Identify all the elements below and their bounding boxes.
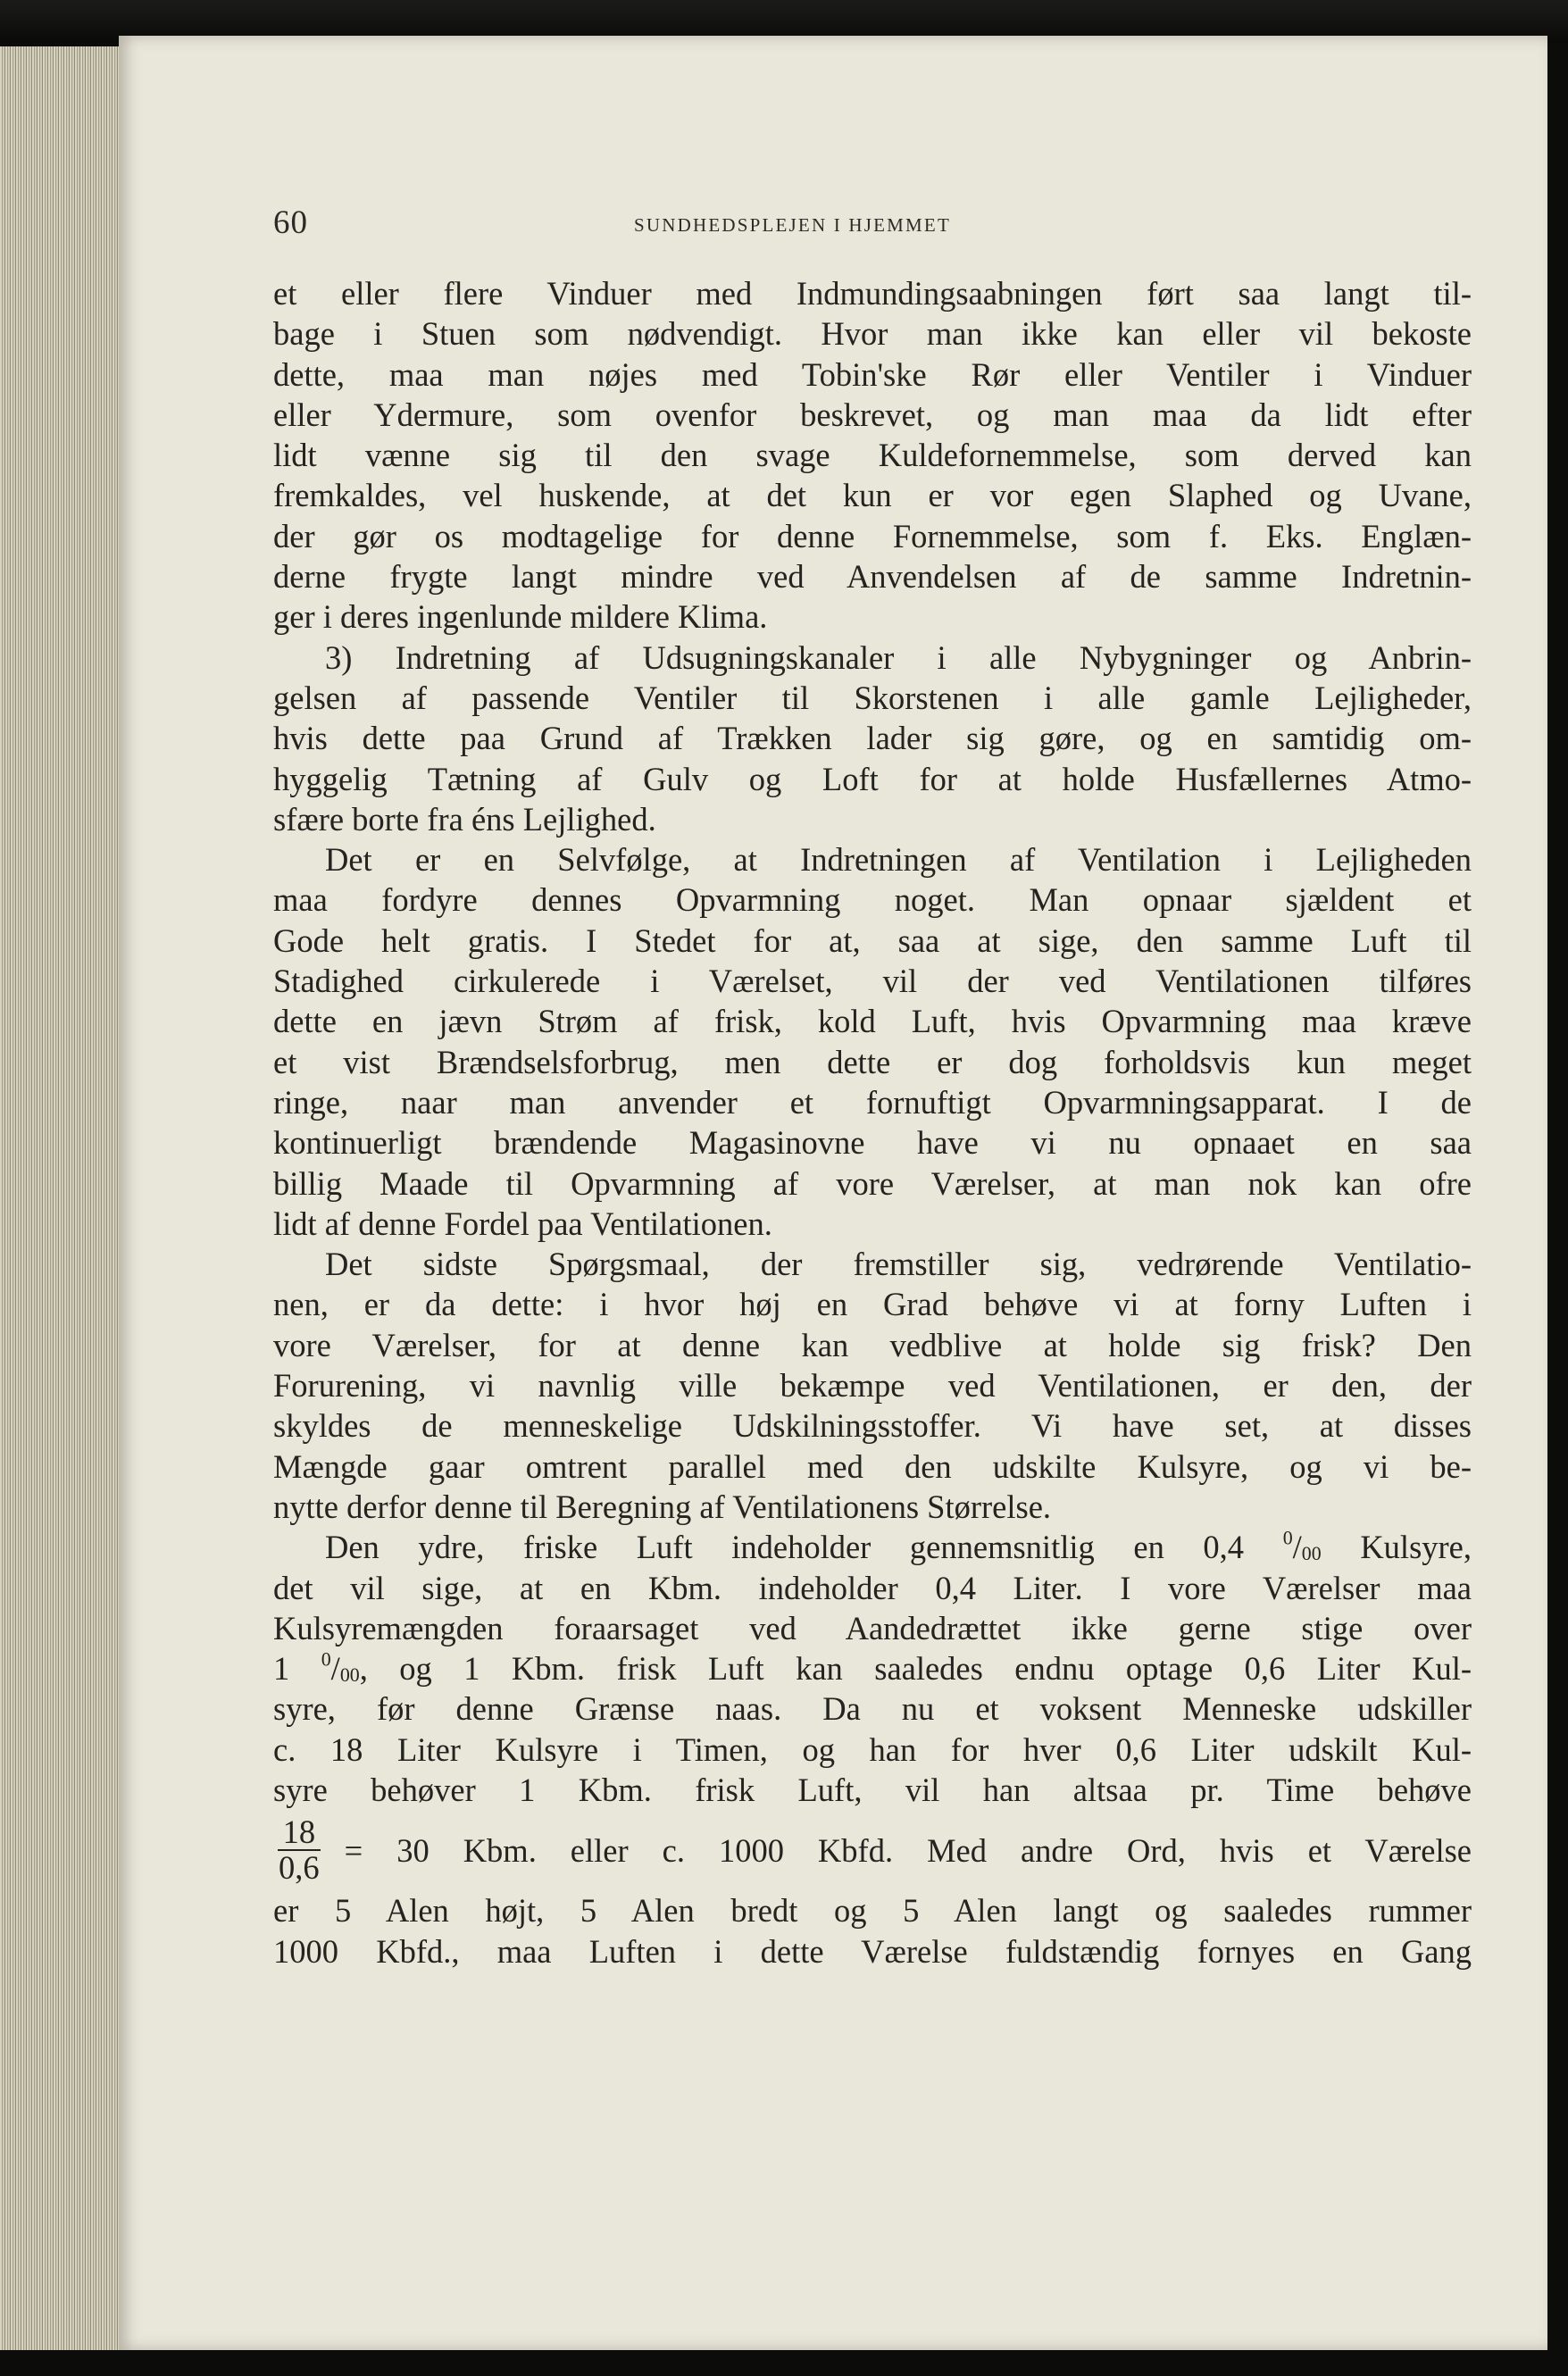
paragraph-4	[273, 1244, 1472, 1527]
text-line: skyldes de menneskelige Udskilningsstoffer. Vi have set, at disses	[273, 1407, 1472, 1445]
text-line: lidt vænne sig til den svage Kuldefornemmelse, som derved kan	[273, 437, 1472, 474]
text-segment: Kulsyre,	[1360, 1529, 1472, 1566]
text-line: syre behøver 1 Kbm. frisk Luft, vil han altsaa pr. Time behøve	[273, 1771, 1472, 1808]
text-line: lidt af denne Fordel paa Ventilationen.	[273, 1205, 772, 1242]
text-line: ringe, naar man anvender et fornuftigt Opvarmningsapparat. I de	[273, 1083, 1472, 1121]
text-line-permille: 1 $^0/_{00}$, og 1 Kbm. frisk Luft kan saaledes endnu optage 0,6 Liter Kul-	[273, 1647, 1472, 1688]
paragraph-3	[273, 839, 1472, 1244]
paragraph-2	[273, 638, 1472, 839]
text-line: nytte derfor denne til Beregning af Ventilationens Størrelse.	[273, 1488, 1052, 1525]
text-line: 1000 Kbfd., maa Luften i dette Værelse fuldstændig fornyes en Gang	[273, 1932, 1472, 1970]
text-line: eller Ydermure, som ovenfor beskrevet, og man maa da lidt efter	[273, 396, 1472, 433]
text-line: Kulsyremængden foraarsaget ved Aandedrættet ikke gerne stige over	[273, 1609, 1472, 1647]
text-line: er 5 Alen højt, 5 Alen bredt og 5 Alen langt og saaledes rummer	[273, 1892, 1472, 1930]
text-line: dette, maa man nøjes med Tobin'ske Rør eller Ventiler i Vinduer	[273, 355, 1472, 393]
text-line: fremkaldes, vel huskende, at det kun er vor egen Slaphed og Uvane,	[273, 477, 1472, 514]
text-line: det vil sige, at en Kbm. indeholder 0,4 Liter. I vore Værelser maa	[273, 1569, 1472, 1606]
text-line: nen, er da dette: i hvor høj en Grad behøve vi at forny Luften i	[273, 1286, 1472, 1323]
text-line: Stadighed cirkulerede i Værelset, vil der ved Ventilationen tilføres	[273, 963, 1472, 1000]
text-line: Det sidste Spørgsmaal, der fremstiller sig, vedrørende Ventilatio-	[325, 1246, 1472, 1283]
text-line: billig Maade til Opvarmning af vore Værelser, at man nok kan ofre	[273, 1164, 1472, 1202]
text-line: gelsen af passende Ventiler til Skorstenen i alle gamle Lejligheder,	[273, 679, 1472, 716]
formula-text: = 30 Kbm. eller c. 1000 Kbfd. Med andre Ord, hvis et Værelse	[344, 1831, 1472, 1869]
text-line: sfære borte fra éns Lejlighed.	[273, 800, 656, 838]
text-line: hvis dette paa Grund af Trækken lader sig gøre, og en samtidig om-	[273, 720, 1472, 757]
running-head: SUNDHEDSPLEJEN I HJEMMET	[634, 214, 951, 236]
fraction	[273, 1815, 325, 1885]
body-text	[273, 273, 1472, 1972]
text-line: syre, før denne Grænse naas. Da nu et voksent Menneske udskiller	[273, 1690, 1472, 1728]
book-page-edges	[0, 46, 122, 2350]
text-line: 3) Indretning af Udsugningskanaler i alle Nybygninger og Anbrin-	[325, 638, 1472, 676]
text-line: Forurening, vi navnlig ville bekæmpe ved Ventilationen, er den, der	[273, 1367, 1472, 1405]
text-line: Gode helt gratis. I Stedet for at, saa at sige, den samme Luft til	[273, 921, 1472, 959]
fraction-numerator: 18	[278, 1815, 321, 1851]
fraction-denominator: 0,6	[279, 1849, 320, 1887]
text-line: et vist Brændselsforbrug, men dette er dog forholdsvis kun meget	[273, 1043, 1472, 1080]
permille-sub: 00	[339, 1663, 360, 1687]
text-line: Det er en Selvfølge, at Indretningen af Ventilation i Lejligheden	[325, 841, 1472, 879]
text-line: vore Værelser, for at denne kan vedblive at holde sig frisk? Den	[273, 1326, 1472, 1363]
formula-line	[273, 1810, 1472, 1890]
text-segment: 1	[273, 1650, 290, 1688]
text-line-permille: Den ydre, friske Luft indeholder gennemsnitlig en 0,4 $^0/_{00}$ Kulsyre,	[325, 1526, 1472, 1566]
page-number: 60	[273, 204, 308, 241]
page-header	[273, 204, 1472, 257]
text-segment: , og 1 Kbm. frisk Luft kan saaledes endnu optage 0,6 Liter Kul-	[359, 1650, 1472, 1688]
permille-sup: 0	[321, 1647, 331, 1671]
text-line: der gør os modtagelige for denne Fornemmelse, som f. Eks. Englæn-	[273, 517, 1472, 554]
text-line: dette en jævn Strøm af frisk, kold Luft, hvis Opvarmning maa kræve	[273, 1003, 1472, 1040]
text-line: kontinuerligt brændende Magasinovne have vi nu opnaaet en saa	[273, 1124, 1472, 1162]
permille-sub: 00	[1301, 1542, 1322, 1565]
text-line: derne frygte langt mindre ved Anvendelsen af de samme Indretnin-	[273, 558, 1472, 596]
text-line: c. 18 Liter Kulsyre i Timen, og han for hver 0,6 Liter udskilt Kul-	[273, 1730, 1472, 1768]
text-line: hyggelig Tætning af Gulv og Loft for at holde Husfællernes Atmo-	[273, 760, 1472, 797]
text-line: et eller flere Vinduer med Indmundingsaabningen ført saa langt til-	[273, 275, 1472, 312]
text-segment: Den ydre, friske Luft indeholder gennemsnitlig en 0,4	[325, 1529, 1245, 1566]
text-line: bage i Stuen som nødvendigt. Hvor man ikke kan eller vil bekoste	[273, 315, 1472, 353]
paragraph-5	[273, 1527, 1472, 1972]
text-line: ger i deres ingenlunde mildere Klima.	[273, 598, 768, 636]
paragraph-1	[273, 273, 1472, 638]
permille-sup: 0	[1282, 1526, 1293, 1549]
text-line: maa fordyre dennes Opvarmning noget. Man opnaar sjældent et	[273, 881, 1472, 919]
text-line: Mængde gaar omtrent parallel med den udskilte Kulsyre, og vi be-	[273, 1447, 1472, 1485]
